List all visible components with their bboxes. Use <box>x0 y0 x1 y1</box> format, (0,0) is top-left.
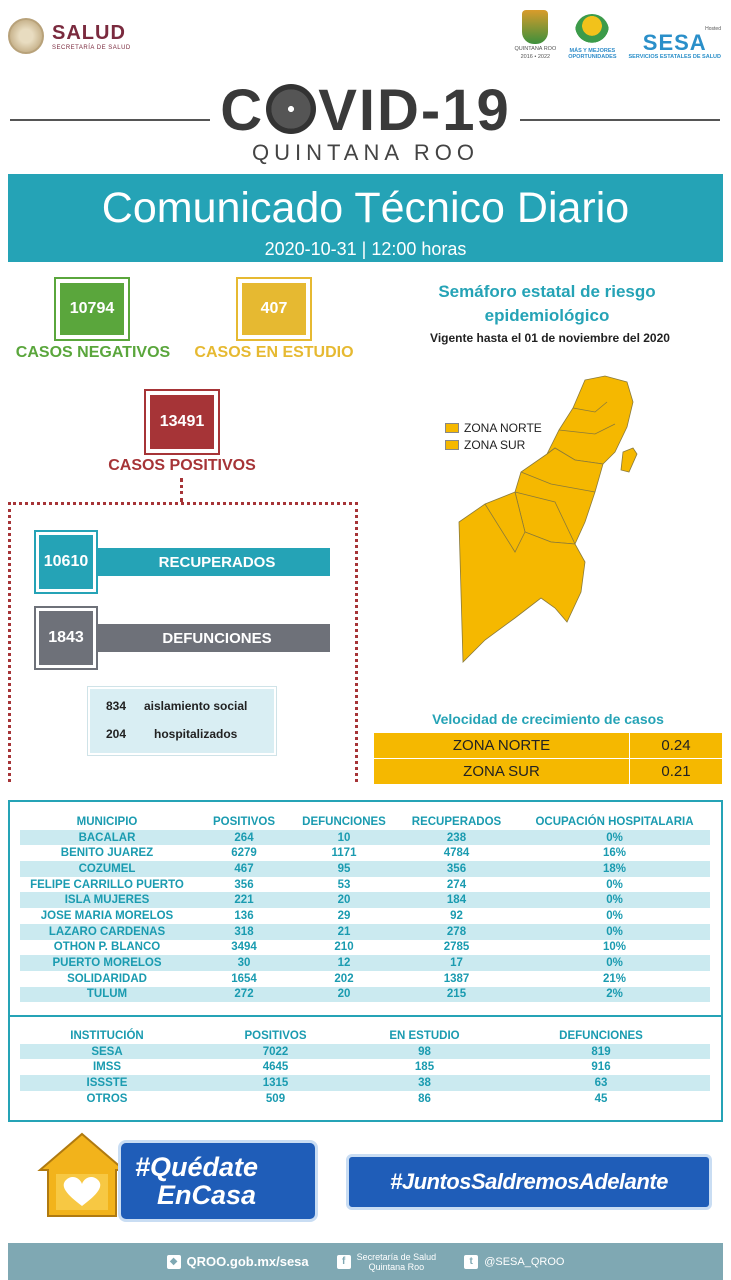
cell-ocupacion: 0% <box>606 925 623 938</box>
header-defunciones: DEFUNCIONES <box>559 1029 643 1042</box>
header-institucion: INSTITUCIÓN <box>70 1029 144 1042</box>
casos-negativos-label: CASOS NEGATIVOS <box>15 344 171 361</box>
cell-defunciones: 1171 <box>331 847 357 860</box>
cell-recuperados: 184 <box>446 894 467 907</box>
instituciones-header <box>20 1028 710 1044</box>
cell-defunciones: 20 <box>337 894 351 907</box>
cell-en-estudio: 98 <box>418 1045 431 1058</box>
juntos-saldremos-banner: #JuntosSaldremosAdelante <box>346 1154 712 1210</box>
cell-recuperados: 1387 <box>443 972 470 985</box>
table-row <box>20 1091 710 1107</box>
cell-ocupacion: 21% <box>602 972 627 985</box>
table-row <box>20 892 710 908</box>
footer-web-link[interactable]: QROO.gob.mx/sesa <box>186 1254 309 1269</box>
footer-facebook[interactable] <box>337 1252 437 1272</box>
velocidad-row-sur <box>374 759 722 784</box>
map-island-cozumel <box>621 448 637 472</box>
cell-municipio: TULUM <box>86 988 128 1001</box>
casos-positivos-value: 13491 <box>146 391 218 453</box>
cell-positivos: 272 <box>234 988 254 1001</box>
cell-recuperados: 215 <box>446 988 467 1001</box>
dotted-frame-left <box>8 502 11 782</box>
quintana-roo-logo <box>514 10 556 60</box>
quintana-roo-shield-icon <box>522 10 548 44</box>
cell-positivos: 3494 <box>231 941 257 954</box>
casos-estudio-label: CASOS EN ESTUDIO <box>194 344 354 361</box>
quintana-roo-map <box>455 372 645 664</box>
cell-ocupacion: 0% <box>606 878 623 891</box>
header-positivos: POSITIVOS <box>213 815 275 828</box>
table-row <box>20 940 710 956</box>
twitter-icon: t <box>464 1255 478 1269</box>
footer-twitter[interactable] <box>464 1255 564 1269</box>
cell-positivos: 221 <box>234 894 254 907</box>
oportunidades-caption-2: OPORTUNIDADES <box>568 54 617 60</box>
sesa-title: SESA <box>642 30 707 55</box>
cell-institucion: SESA <box>91 1045 123 1058</box>
cell-municipio: BENITO JUAREZ <box>60 847 154 860</box>
cell-recuperados: 238 <box>446 831 467 844</box>
recuperados-value: 10610 <box>36 532 96 592</box>
footer <box>8 1243 723 1280</box>
hospitalizados-label: hospitalizados <box>154 727 238 741</box>
cell-municipio: PUERTO MORELOS <box>52 957 162 970</box>
quedate-line-2: EnCasa <box>157 1180 257 1210</box>
hosted-badge: Hosted <box>705 26 721 32</box>
cell-municipio: JOSE MARIA MORELOS <box>40 909 174 922</box>
salud-title: SALUD <box>52 21 126 44</box>
cell-defunciones: 819 <box>591 1045 611 1058</box>
instituciones-table <box>20 1028 710 1106</box>
casos-negativos-value: 10794 <box>56 279 128 339</box>
cell-positivos: 509 <box>265 1092 286 1105</box>
cell-municipio: LAZARO CARDENAS <box>48 925 166 938</box>
cell-defunciones: 45 <box>594 1092 608 1105</box>
cell-recuperados: 278 <box>446 925 467 938</box>
legend-swatch-sur <box>445 440 459 450</box>
cell-defunciones: 29 <box>337 909 351 922</box>
cell-institucion: OTROS <box>86 1092 128 1105</box>
legend-zona-norte <box>445 421 542 435</box>
status-breakdown <box>88 687 276 755</box>
quedate-line-1: #Quédate <box>135 1152 259 1182</box>
virus-icon <box>266 84 316 134</box>
cell-ocupacion: 0% <box>606 831 623 844</box>
table-row <box>20 830 710 846</box>
header-en-estudio: EN ESTUDIO <box>389 1029 460 1042</box>
velocidad-value: 0.24 <box>661 737 691 754</box>
municipios-table <box>20 814 710 1002</box>
cell-ocupacion: 0% <box>606 909 623 922</box>
house-heart-icon <box>36 1130 128 1220</box>
table-row <box>20 955 710 971</box>
defunciones-value: 1843 <box>36 608 96 668</box>
hospitalizados-value: 204 <box>106 727 127 741</box>
header-municipio: MUNICIPIO <box>76 815 138 828</box>
cell-en-estudio: 185 <box>414 1061 435 1074</box>
quedate-en-casa-banner <box>118 1140 318 1222</box>
header-positivos: POSITIVOS <box>244 1029 307 1042</box>
cell-recuperados: 17 <box>450 957 463 970</box>
velocidad-zone: ZONA SUR <box>374 759 630 784</box>
map-zone-centro <box>515 448 603 544</box>
web-icon: ◆ <box>167 1255 181 1269</box>
cell-recuperados: 92 <box>450 909 463 922</box>
cell-municipio: SOLIDARIDAD <box>67 972 147 985</box>
cell-recuperados: 4784 <box>443 847 470 860</box>
legend-label-sur: ZONA SUR <box>464 438 526 452</box>
casos-estudio-value: 407 <box>238 279 310 339</box>
cell-positivos: 1315 <box>262 1076 289 1089</box>
cell-defunciones: 916 <box>591 1061 611 1074</box>
semaforo-vigente: Vigente hasta el 01 de noviembre del 2020 <box>430 331 670 345</box>
velocidad-value: 0.21 <box>661 763 691 780</box>
table-row <box>20 971 710 987</box>
legend-zona-sur <box>445 438 542 452</box>
table-row <box>20 877 710 893</box>
legend-label-norte: ZONA NORTE <box>464 421 542 435</box>
covid-title <box>0 78 731 143</box>
facebook-line-2: Quintana Roo <box>368 1261 425 1272</box>
cell-municipio: COZUMEL <box>78 862 136 875</box>
table-row <box>20 1075 710 1091</box>
covid-title-c: C <box>220 78 265 143</box>
cell-ocupacion: 2% <box>606 988 623 1001</box>
cell-ocupacion: 10% <box>602 941 627 954</box>
table-row <box>20 1059 710 1075</box>
dotted-frame-top <box>8 502 358 505</box>
cell-defunciones: 21 <box>337 925 351 938</box>
comunicado-banner <box>8 174 723 262</box>
cell-recuperados: 356 <box>446 862 467 875</box>
hospitalizados-row <box>106 727 274 741</box>
table-row <box>20 861 710 877</box>
comunicado-title: Comunicado Técnico Diario <box>101 184 630 232</box>
quintana-roo-years: 2016 • 2022 <box>520 54 551 60</box>
table-row <box>20 987 710 1003</box>
cell-defunciones: 95 <box>337 862 351 875</box>
cell-positivos: 4645 <box>262 1061 289 1074</box>
header-defunciones: DEFUNCIONES <box>302 815 386 828</box>
sesa-subtitle: SERVICIOS ESTATALES DE SALUD <box>628 54 721 60</box>
cell-positivos: 136 <box>234 909 254 922</box>
cell-positivos: 7022 <box>262 1045 289 1058</box>
table-row <box>20 924 710 940</box>
cell-ocupacion: 0% <box>606 894 623 907</box>
cell-municipio: OTHON P. BLANCO <box>53 941 161 954</box>
cell-en-estudio: 86 <box>418 1092 431 1105</box>
table-row <box>20 1044 710 1060</box>
dotted-frame-right <box>355 502 358 782</box>
footer-twitter-handle[interactable]: @SESA_QROO <box>484 1255 565 1268</box>
semaforo-title: Semáforo estatal de riesgo epidemiológico <box>438 282 656 325</box>
government-logos <box>514 10 721 60</box>
cell-defunciones: 12 <box>337 957 351 970</box>
cell-defunciones: 210 <box>334 941 354 954</box>
facebook-line-1: Secretaría de Salud <box>356 1251 437 1262</box>
cell-municipio: FELIPE CARRILLO PUERTO <box>30 878 184 891</box>
sesa-logo <box>629 26 722 60</box>
velocidad-zone: ZONA NORTE <box>374 733 630 758</box>
cell-positivos: 356 <box>234 878 254 891</box>
tables-separator <box>10 1015 721 1017</box>
casos-positivos-label: CASOS POSITIVOS <box>108 457 256 474</box>
region-title: QUINTANA ROO <box>251 140 480 165</box>
cell-defunciones: 63 <box>594 1076 608 1089</box>
cell-recuperados: 2785 <box>443 941 470 954</box>
cell-positivos: 1654 <box>231 972 257 985</box>
aislamiento-row <box>106 699 274 713</box>
table-row <box>20 908 710 924</box>
table-row <box>20 845 710 861</box>
salud-subtitle: SECRETARÍA DE SALUD <box>52 44 131 51</box>
cell-ocupacion: 16% <box>602 847 627 860</box>
cell-institucion: IMSS <box>92 1061 122 1074</box>
defunciones-bar: DEFUNCIONES <box>94 624 330 652</box>
cell-positivos: 264 <box>234 831 254 844</box>
covid-title-rest: VID-19 <box>318 78 511 143</box>
cell-positivos: 467 <box>234 862 254 875</box>
cell-positivos: 30 <box>237 957 251 970</box>
header-recuperados: RECUPERADOS <box>411 815 502 828</box>
comunicado-date: 2020-10-31 | 12:00 horas <box>264 239 467 259</box>
cell-ocupacion: 0% <box>606 957 623 970</box>
cell-recuperados: 274 <box>446 878 467 891</box>
tree-icon <box>575 14 609 48</box>
aislamiento-value: 834 <box>106 699 127 713</box>
cell-positivos: 318 <box>234 925 254 938</box>
cell-defunciones: 53 <box>337 878 351 891</box>
facebook-icon: f <box>337 1255 351 1269</box>
quintana-roo-caption: QUINTANA ROO <box>514 46 557 52</box>
aislamiento-label: aislamiento social <box>144 699 248 713</box>
cell-municipio: BACALAR <box>78 831 136 844</box>
recuperados-bar: RECUPERADOS <box>94 548 330 576</box>
map-zones <box>459 376 637 662</box>
footer-web[interactable] <box>167 1254 309 1269</box>
velocidad-row-norte <box>374 733 722 758</box>
cell-defunciones: 202 <box>334 972 354 985</box>
footer-facebook-text <box>357 1252 437 1272</box>
legend-swatch-norte <box>445 423 459 433</box>
cell-municipio: ISLA MUJERES <box>64 894 150 907</box>
header-ocupacion: OCUPACIÓN HOSPITALARIA <box>535 815 694 828</box>
mexico-seal-icon <box>8 18 44 54</box>
cell-positivos: 6279 <box>231 847 257 860</box>
dotted-connector <box>180 478 183 502</box>
cell-institucion: ISSSTE <box>86 1076 128 1089</box>
velocidad-table <box>374 733 722 785</box>
oportunidades-caption: MÁS Y MEJORES <box>569 48 616 54</box>
cell-defunciones: 20 <box>337 988 351 1001</box>
oportunidades-logo <box>568 14 616 60</box>
salud-logo <box>8 18 131 54</box>
cell-defunciones: 10 <box>337 831 351 844</box>
municipios-header <box>20 814 710 830</box>
map-legend <box>445 421 542 455</box>
cell-en-estudio: 38 <box>418 1076 431 1089</box>
velocidad-title: Velocidad de crecimiento de casos <box>432 711 664 727</box>
cell-ocupacion: 18% <box>602 862 627 875</box>
